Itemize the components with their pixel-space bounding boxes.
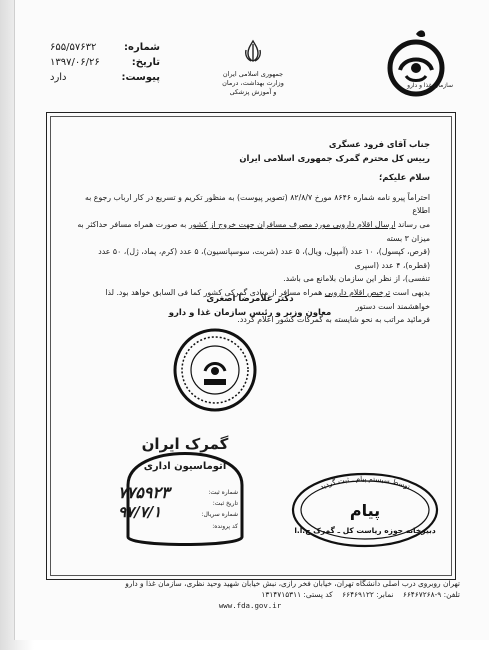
handwritten-date: ۹۷/۷/۱	[118, 503, 162, 521]
letter-meta	[50, 40, 160, 85]
paragraph-line	[70, 218, 430, 245]
round-seal-icon	[170, 325, 260, 415]
fda-caption: سازمان غذا و دارو	[407, 82, 453, 89]
fda-logo	[370, 26, 462, 106]
customs-stamp	[110, 425, 260, 555]
payam-stamp	[290, 470, 440, 550]
stamp-center-text: پیام	[349, 501, 381, 520]
ministry-header	[208, 38, 298, 97]
number-value: ۶۵۵/۵۷۶۳۲	[50, 42, 97, 53]
meta-attachment-row	[50, 70, 160, 85]
paragraph-line: تنفسی)، از نظر این سازمان بلامانع می باشد.	[283, 274, 430, 284]
stamp-bottom-text: دبیرخانه حوزه ریاست کل ـ گمرک ج.ا.ا	[294, 526, 436, 535]
customs-stamp-title: گمرک ایران	[141, 435, 229, 453]
paragraph-line: احتراماً پیرو نامه شماره ۸۶۴۶ مورخ ۸۲/۸/۷ (تصویر پیوست) به منظور تکریم و تسریع در کار ارباب رجوع به اطلاع	[84, 192, 430, 216]
meta-number-row	[50, 40, 160, 55]
signatory-name: دکتر غلامرضا اصغری	[206, 294, 294, 304]
ministry-line: و آموزش پزشکی	[229, 88, 277, 96]
ministry-line: وزارت بهداشت، درمان	[222, 79, 284, 87]
addressee-name: جناب آقای فرود عسگری	[328, 139, 430, 149]
stamp-field-file: کد پرونده:	[212, 523, 238, 530]
footer-url[interactable]: www.fda.gov.ir	[218, 601, 282, 610]
addressee-title: رییس کل محترم گمرک جمهوری اسلامی ایران	[239, 152, 430, 163]
stamp-arc-text: توسط سیستم پیام ـ ثبت گردید	[318, 474, 412, 492]
number-label: شماره:	[124, 42, 160, 53]
signature-block	[160, 292, 340, 320]
signatory-title: معاون وزیر و رئیس سازمان غذا و دارو	[168, 308, 332, 318]
official-seal	[170, 325, 260, 415]
footer-address: تهران روبروی درب اصلی دانشگاه تهران، خیابان فخر رازی، نبش خیابان شهید وحید نظری، سازمان غذا و دارو	[125, 579, 460, 588]
customs-stamp-subtitle: اتوماسیون اداری	[143, 461, 227, 472]
footer-fax: نمابر: ۶۶۴۶۹۱۲۲	[342, 590, 394, 599]
greeting: سلام علیکم؛	[379, 172, 430, 183]
attachment-label: پیوست:	[121, 72, 160, 83]
underlined-text: ارسال اقلام دارویی مورد مصرف مسافران جهت خروج از کشور	[188, 219, 396, 229]
iran-emblem-icon	[240, 38, 266, 64]
stamp-field-number: شماره ثبت:	[208, 489, 238, 496]
text-span: همراه مسافر از مبادی گمرکی کشور کما فی السابق خواهد بود. لذا خواهشمند است دستور	[105, 287, 430, 311]
fda-logo-icon	[370, 26, 462, 106]
underlined-text: ترخیص اقلام دارویی	[324, 287, 391, 297]
meta-date-row	[50, 55, 160, 70]
date-value: ۱۳۹۷/۰۶/۲۶	[50, 57, 100, 68]
text-span: می رساند	[397, 219, 430, 229]
stamp-field-serial: شماره سریال:	[201, 511, 238, 518]
ministry-line: جمهوری اسلامی ایران	[222, 70, 284, 78]
paragraph-line: فرمائید مراتب به نحو شایسته به گمرکات کشور اعلام گردد.	[237, 315, 430, 325]
ministry-name	[208, 70, 298, 97]
footer-contacts	[40, 589, 460, 600]
paragraph-line: (قرص، کپسول)، ۱۰ عدد (آمپول، ویال)، ۵ عدد (شربت، سوسپانسیون)، ۵ عدد (کرم، پماد، ژل)، ۵۰ عدد (قطره)، ۴ عدد (اسپری	[98, 247, 430, 270]
footer-phone: تلفن: ۹-۶۶۴۶۷۲۶۸	[402, 590, 460, 599]
text-span: بدیهی است	[392, 287, 430, 297]
handwritten-number: ۷۷۵۹۲۳	[118, 483, 170, 502]
text-span: به صورت همراه مسافر حداکثر به میزان ۳ بسته	[77, 219, 430, 243]
oval-stamp-border	[290, 470, 440, 550]
footer-postal: کد پستی: ۱۳۱۴۷۱۵۳۱۱	[261, 590, 333, 599]
date-label: تاریخ:	[131, 57, 160, 68]
letter-footer	[40, 578, 460, 611]
stamp-field-date: تاریخ ثبت:	[212, 500, 238, 507]
attachment-value: دارد	[50, 72, 67, 83]
